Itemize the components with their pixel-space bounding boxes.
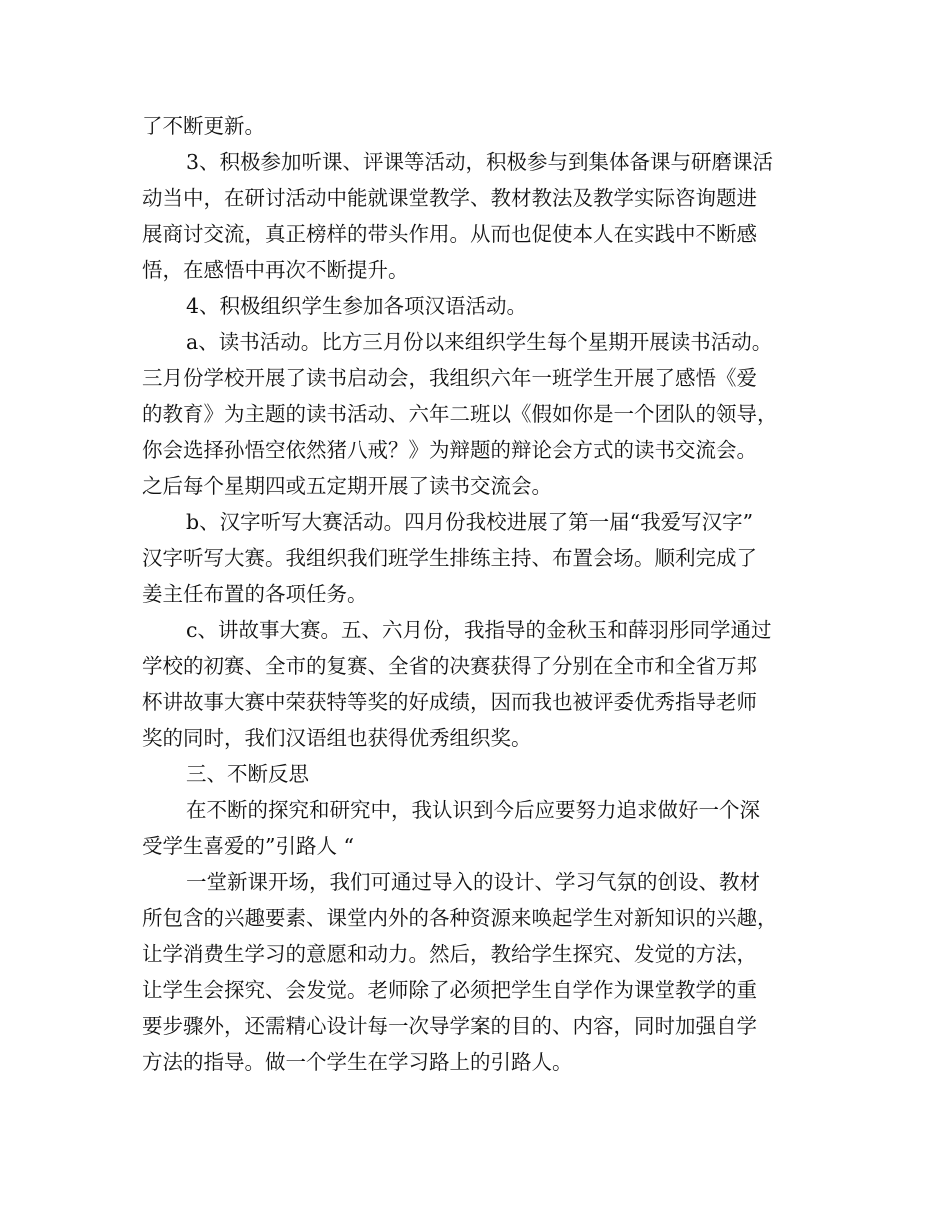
text-line: 你会选择孙悟空依然猪八戒？》为辩题的辩论会方式的读书交流会。 [142,438,757,462]
text-line: 在不断的探究和研究中，我认识到今后应要努力追求做好一个深 [186,798,760,822]
text-line: c、讲故事大赛。五、六月份，我指导的金秋玉和薛羽彤同学通过 [186,618,772,642]
text-line: 学校的初赛、全市的复赛、全省的决赛获得了分别在全市和全省万邦 [142,654,757,678]
text-line: 杯讲故事大赛中荣获特等奖的好成绩，因而我也被评委优秀指导老师 [142,690,757,714]
text-line: 受学生喜爱的”引路人 “ [142,834,354,858]
text-line: 4、积极组织学生参加各项汉语活动。 [186,294,528,318]
text-line: 的教育》为主题的读书活动、六年二班以《假如你是一个团队的领导， [142,402,778,426]
text-line: 三、不断反思 [186,762,309,786]
text-line: b、汉字听写大赛活动。四月份我校进展了第一届“我爱写汉字” [186,510,754,534]
text-line: 之后每个星期四或五定期开展了读书交流会。 [142,474,552,498]
text-line: 奖的同时，我们汉语组也获得优秀组织奖。 [142,726,532,750]
text-line: 所包含的兴趣要素、课堂内外的各种资源来唤起学生对新知识的兴趣， [142,906,778,930]
text-line: 让学生会探究、会发觉。老师除了必须把学生自学作为课堂教学的重 [142,978,757,1002]
text-line: 动当中，在研讨活动中能就课堂教学、教材教法及教学实际咨询题进 [142,186,757,210]
text-line: 了不断更新。 [142,114,265,138]
text-line: 方法的指导。做一个学生在学习路上的引路人。 [142,1050,573,1074]
text-line: a、读书活动。比方三月份以来组织学生每个星期开展读书活动。 [186,330,773,354]
text-line: 要步骤外，还需精心设计每一次导学案的目的、内容，同时加强自学 [142,1014,757,1038]
text-line: 汉字听写大赛。我组织我们班学生排练主持、布置会场。顺利完成了 [142,546,757,570]
text-line: 让学消费生学习的意愿和动力。然后，教给学生探究、发觉的方法， [142,942,757,966]
text-line: 一堂新课开场，我们可通过导入的设计、学习气氛的创设、教材 [186,870,760,894]
document-body [142,108,820,1080]
text-line: 三月份学校开展了读书启动会，我组织六年一班学生开展了感悟《爱 [142,366,757,390]
text-line: 展商讨交流，真正榜样的带头作用。从而也促使本人在实践中不断感 [142,222,757,246]
text-line: 悟，在感悟中再次不断提升。 [142,258,409,282]
text-line: 姜主任布置的各项任务。 [142,582,368,606]
text-line: 3、积极参加听课、评课等活动，积极参与到集体备课与研磨课活 [186,150,774,174]
